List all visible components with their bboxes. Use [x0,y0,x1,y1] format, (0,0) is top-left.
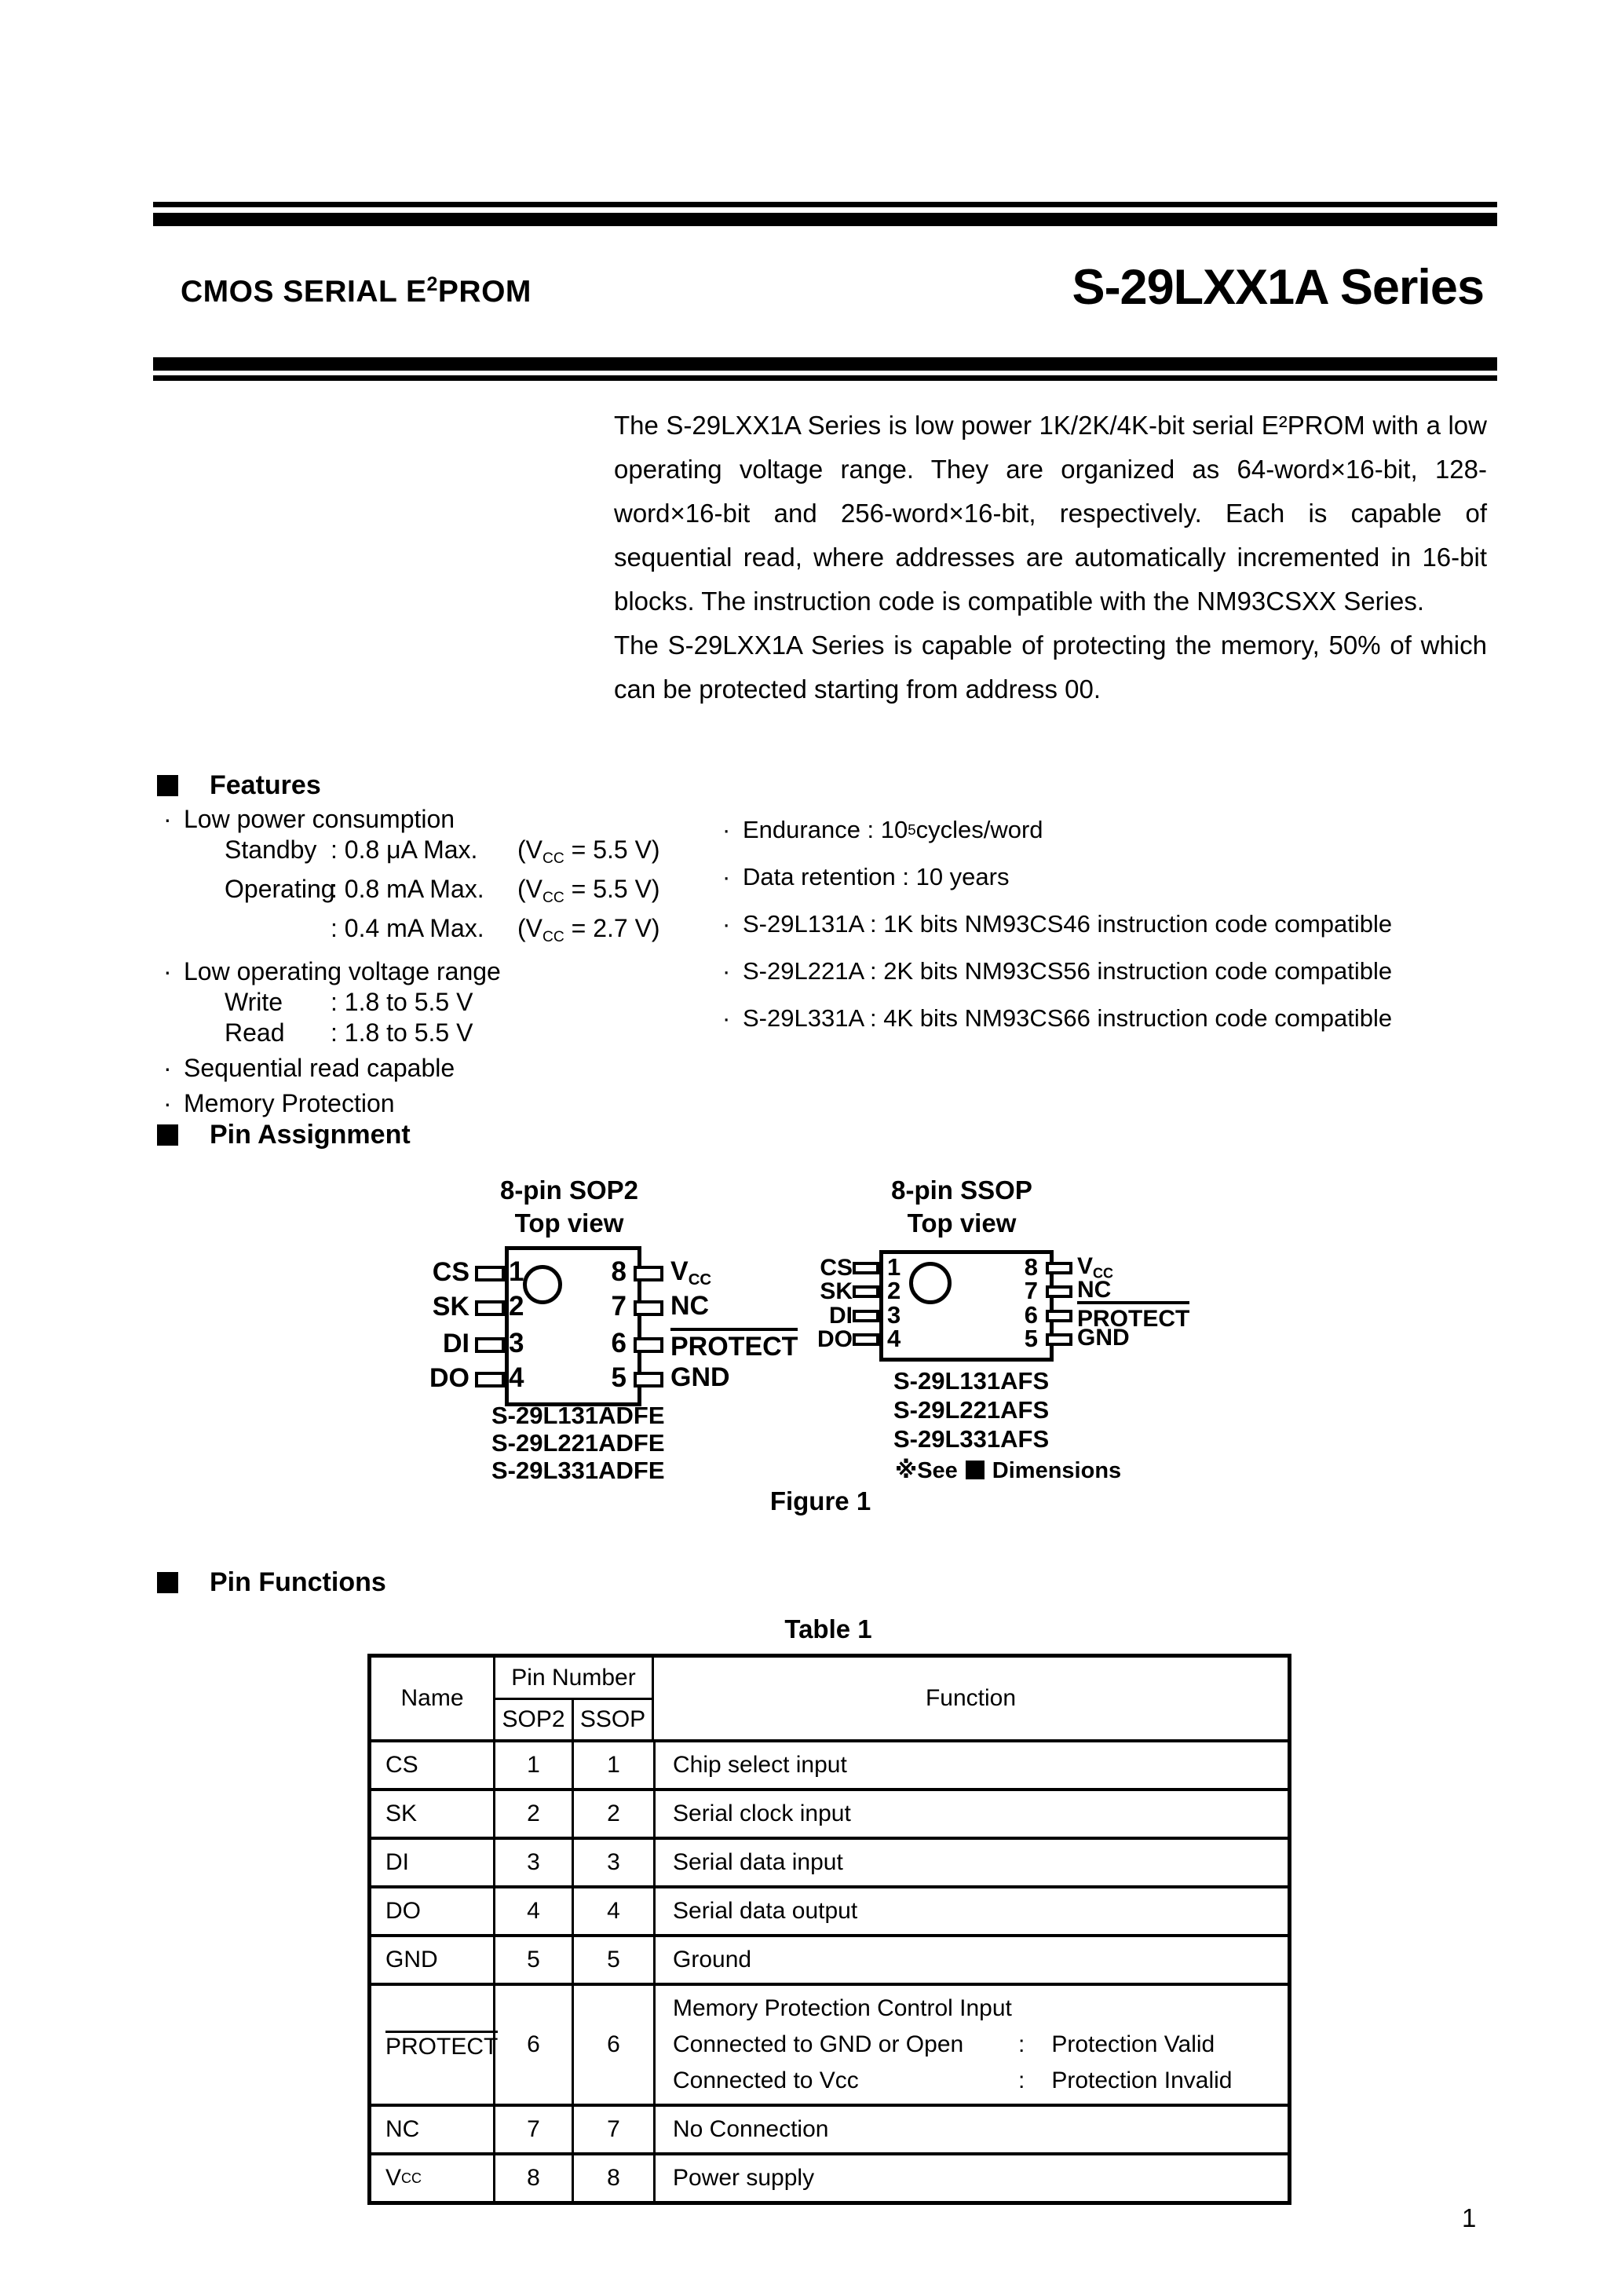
feature-subline [163,874,729,913]
table-cell-name [371,1986,499,2104]
table-cell-sop2: 2 [495,1791,574,1837]
feature-item-label: S-29L131A : 1K bits NM93CS46 instruction code compatible [743,910,1393,938]
table-header-pin-number: Pin Number [495,1658,652,1700]
pin-label-left [787,1326,853,1353]
function-text: Power supply [673,2165,815,2191]
features-right [722,817,1507,1052]
table-cell-function [656,1791,1288,1837]
intro-paragraph-2: The S-29LXX1A Series is capable of protecting the memory, 50% of which can be protected starting from address 00. [614,631,1487,704]
pin-name-subscript: CC [688,1271,712,1289]
pin-name: V [1077,1253,1094,1279]
pin-name-subscript: CC [1093,1265,1114,1281]
feature-sub-value: : 1.8 to 5.5 V [331,988,473,1017]
table-row [371,1934,1288,1983]
vcc-subscript: CC [542,889,564,906]
table-header-row [371,1658,1288,1742]
table-cell-sop2: 3 [495,1840,574,1885]
table-header-ssop: SSOP [579,1706,646,1732]
pin-label-left [787,1278,853,1305]
table-cell-function [656,1888,1288,1934]
ssop-package-name: 8-pin SSOP [891,1175,1032,1205]
table-header-sop2: SOP2 [495,1700,574,1739]
table-cell-name [371,2107,495,2152]
feature-item-label: cycles/word [915,816,1043,843]
condition-right: Protection Valid [1051,2031,1215,2057]
table-cell-ssop: 7 [574,2107,656,2152]
pin-name: DO [817,1326,853,1352]
condition-right: Protection Invalid [1051,2067,1233,2093]
sop2-package-name: 8-pin SOP2 [499,1175,639,1205]
masthead-title: S-29LXX1A Series [1072,260,1484,315]
table-cell-ssop: 1 [574,1742,656,1788]
pin-name: V [385,2165,402,2191]
pin-number: 4 [509,1362,524,1393]
feature-sub-label: Operating [225,874,335,903]
table-header-function: Function [925,1685,1017,1711]
table-cell-ssop: 8 [574,2155,656,2201]
feature-sub-paren: = 5.5 V) [564,874,660,903]
ssop-dimensions-note [895,1457,1121,1484]
bullet-icon: · [163,805,172,833]
bullet-icon: · [722,816,731,843]
pin-name: PROTECT [670,1328,798,1362]
pin-label-right [1077,1277,1111,1303]
table-row [371,1742,1288,1788]
feature-item [722,958,1507,984]
pin-label-left [787,1303,853,1329]
dimensions-note-post: Dimensions [992,1458,1122,1483]
condition-left: Connected to GND or Open [673,2031,964,2057]
table-cell-sop2: 5 [495,1937,574,1983]
table-cell-sop2: 6 [495,1986,574,2104]
masthead-subtitle-pre: CMOS SERIAL E [181,275,427,309]
intro-text [614,404,1487,711]
table-cell-sop2: 8 [495,2155,574,2201]
pin-label-left [399,1329,469,1359]
table-header-pin-number-group [495,1658,654,1739]
pin-stub [853,1333,879,1346]
pin-stub [475,1337,505,1353]
table-cell-function [656,1742,1288,1788]
feature-item-label: S-29L331A : 4K bits NM93CS66 instruction code compatible [743,1004,1393,1032]
feature-item-label: S-29L221A : 2K bits NM93CS56 instruction code compatible [743,957,1393,985]
table-cell-ssop: 3 [574,1840,656,1885]
pin-number: 4 [887,1325,901,1352]
feature-sub-label: Read [225,1018,285,1047]
pin-name: CS [385,1752,418,1778]
feature-item [722,864,1507,890]
table-cell-name [371,1937,495,1983]
pin-number: 8 [611,1256,627,1287]
pin-stub [1046,1310,1072,1322]
figure-caption: Figure 1 [769,1486,871,1515]
table-cell-function [656,1840,1288,1885]
pin-name: GND [670,1362,730,1392]
sop2-model-list [491,1402,665,1484]
function-text: Chip select input [673,1752,847,1778]
condition-separator: : [1018,2067,1025,2093]
function-text: Ground [673,1947,752,1972]
feature-item [722,1005,1507,1031]
pin-stub [634,1266,663,1281]
feature-item [163,1088,729,1119]
table-row [371,1983,1288,2104]
pin-number: 5 [1024,1325,1038,1352]
bullet-icon: · [163,1054,172,1083]
pin-number: 7 [611,1291,627,1322]
ssop-pin1-indicator [909,1262,952,1304]
page-number: 1 [1462,2203,1477,2232]
function-text: Serial data input [673,1849,843,1875]
vcc-subscript: CC [542,928,564,945]
table-row [371,1885,1288,1934]
table-cell-ssop: 4 [574,1888,656,1934]
pin-name: GND [385,1947,438,1972]
pin-name: NC [1077,1277,1112,1303]
pin-stub [475,1372,505,1387]
pin-stub [475,1300,505,1316]
feature-sub-paren: (V [517,874,542,903]
pin-stub [1046,1333,1072,1346]
pin-label-left [787,1255,853,1281]
model-number: S-29L131AFS [893,1367,1050,1395]
table-header-name: Name [371,1658,495,1739]
pin-stub [853,1262,879,1274]
pin-stub [1046,1285,1072,1298]
feature-item-label: Memory Protection [184,1089,395,1118]
table-row [371,2104,1288,2152]
pin-functions-heading [157,1567,386,1598]
function-text: No Connection [673,2116,829,2142]
feature-sub-value: : 0.4 mA Max. [331,913,484,942]
table-cell-sop2: 1 [495,1742,574,1788]
pin-number: 3 [887,1301,901,1329]
ssop-view-label: Top view [907,1208,1017,1238]
vcc-subscript: CC [542,850,564,867]
feature-sub-paren: (V [517,913,542,942]
pin-label-left [399,1292,469,1322]
pin-stub [634,1372,663,1387]
pin-number: 7 [1024,1277,1038,1304]
pin-functions-heading-label: Pin Functions [210,1567,386,1597]
pin-label-left [399,1363,469,1394]
dimensions-square-icon [966,1461,985,1479]
sop2-view-label: Top view [514,1208,624,1238]
pin-number: 2 [509,1291,524,1322]
pin-stub [634,1300,663,1316]
pin-name: DO [385,1898,421,1924]
feature-sub-value: : 0.8 μA Max. [331,835,478,864]
table-cell-name [371,1840,495,1885]
feature-sub-paren: (V [517,835,542,864]
section-square-icon [157,775,178,796]
table-cell-sop2: 4 [495,1888,574,1934]
top-rule-thick [153,213,1497,226]
bullet-icon: · [722,1004,731,1032]
feature-subline [163,835,729,874]
pin-number: 1 [509,1256,524,1287]
pin-stub [853,1285,879,1298]
masthead-subtitle-post: PROM [437,275,532,309]
table-row [371,1837,1288,1885]
top-rule-thin [153,202,1497,207]
pin-label-right [670,1362,730,1393]
table-cell-name [371,1791,495,1837]
pin-number: 6 [1024,1301,1038,1329]
table-cell-ssop: 5 [574,1937,656,1983]
section-square-icon [157,1572,178,1593]
masthead-subtitle-sup: 2 [426,273,438,295]
feature-item [163,1053,729,1084]
feature-item-label: Low operating voltage range [184,957,501,986]
table-cell-ssop: 6 [574,1986,656,2104]
pin-name: CS [820,1255,853,1281]
feature-item [722,911,1507,937]
feature-sub-paren: = 5.5 V) [564,835,660,864]
pin-name: V [670,1256,689,1286]
bullet-icon: · [722,910,731,938]
section-square-icon [157,1124,178,1146]
pin-number: 8 [1024,1253,1038,1281]
feature-sub-label: Write [225,988,283,1017]
table-cell-name [371,1742,495,1788]
dimensions-note-pre: ※See [895,1458,958,1483]
intro-paragraph-1: The S-29LXX1A Series is low power 1K/2K/4K-bit serial E²PROM with a low operating voltage range. They are organized as 64-word×16-bit, 128-word×16-bit and 256-word×16-bit, respectively. Each is capable of sequential read, where addresses are automatically incremented in 16-bit blocks. The instruction code is compatible with the NM93CSXX Series. [614,411,1487,616]
pin-label-right [670,1256,711,1289]
ssop-diagram [801,1175,1319,1521]
pin-stub [1046,1262,1072,1274]
pin-name: SK [820,1278,853,1304]
pin-stub [634,1337,663,1353]
pin-name: CS [432,1257,469,1287]
features-left [163,804,729,1119]
feature-item-label: Low power consumption [184,805,455,833]
pin-name: PROTECT [385,2031,498,2060]
model-number: S-29L331ADFE [491,1457,665,1484]
pin-name: DO [429,1363,469,1393]
pin-stub [475,1266,505,1281]
function-text: Serial clock input [673,1801,851,1826]
table-cell-function [656,1986,1288,2104]
pin-label-right [670,1328,798,1362]
pin-name: SK [432,1292,469,1322]
pin-name-subscript: CC [401,2170,422,2186]
table-cell-name [371,1888,495,1934]
feature-sub-label: Standby [225,835,317,864]
mid-rule-thin [153,375,1497,381]
pin-number: 6 [611,1328,627,1358]
feature-subline [163,1018,729,1048]
ssop-model-list [893,1366,1049,1453]
table-cell-name [371,2155,495,2201]
pin-name: GND [1077,1325,1130,1351]
function-condition-line [673,2063,1288,2099]
pin-label-right [1077,1325,1130,1351]
sop2-diagram [408,1175,848,1490]
sop2-pin1-indicator [523,1265,562,1304]
bullet-icon: · [163,957,172,986]
feature-item [163,804,729,835]
table-row [371,2152,1288,2201]
function-text: Serial data output [673,1898,858,1924]
pin-number: 1 [887,1253,901,1281]
feature-item-label: Endurance : 10 [743,816,908,843]
bullet-icon: · [722,863,731,890]
feature-subline [163,913,729,952]
pin-name: NC [670,1291,710,1321]
model-number: S-29L221AFS [893,1396,1050,1424]
pin-name: DI [385,1849,409,1875]
function-text: Memory Protection Control Input [673,1995,1012,2021]
model-number: S-29L131ADFE [491,1402,665,1429]
feature-sub-value: : 1.8 to 5.5 V [331,1018,473,1047]
pin-label-right [670,1291,709,1322]
pin-number: 3 [509,1328,524,1358]
table-body [371,1742,1288,2201]
table-row [371,1788,1288,1837]
bullet-icon: · [163,1089,172,1118]
features-heading-label: Features [210,770,321,800]
model-number: S-29L221ADFE [491,1429,665,1457]
pin-label-left [399,1257,469,1288]
model-number: S-29L331AFS [893,1425,1050,1453]
table-caption: Table 1 [784,1614,872,1643]
bullet-icon: · [722,957,731,985]
pin-name: PROTECT [1077,1301,1189,1332]
condition-left: Connected to Vcc [673,2067,859,2093]
features-heading [157,770,321,801]
table-cell-function [656,2155,1288,2201]
function-condition-line [673,2027,1288,2063]
table-cell-function [656,1937,1288,1983]
pin-name: SK [385,1801,418,1826]
pin-name: DI [829,1303,853,1329]
feature-item-label: Data retention : 10 years [743,863,1010,890]
pin-name: DI [443,1329,469,1358]
feature-item [163,956,729,987]
feature-sub-value: : 0.8 mA Max. [331,874,484,903]
masthead-subtitle [181,273,532,309]
table-cell-sop2: 7 [495,2107,574,2152]
pin-number: 5 [611,1362,627,1393]
mid-rule-thick [153,357,1497,371]
pin-assignment-heading [157,1120,411,1150]
pin-number: 2 [887,1277,901,1304]
pin-assignment-heading-label: Pin Assignment [210,1120,411,1150]
table-cell-function [656,2107,1288,2152]
pin-functions-table [367,1654,1291,2205]
feature-item [722,817,1507,843]
pin-name: NC [385,2116,420,2142]
condition-separator: : [1018,2031,1025,2057]
feature-sub-paren: = 2.7 V) [564,913,660,942]
endurance-exponent: 5 [908,821,916,838]
pin-stub [853,1310,879,1322]
feature-item-label: Sequential read capable [184,1054,455,1083]
feature-subline [163,987,729,1018]
table-cell-ssop: 2 [574,1791,656,1837]
